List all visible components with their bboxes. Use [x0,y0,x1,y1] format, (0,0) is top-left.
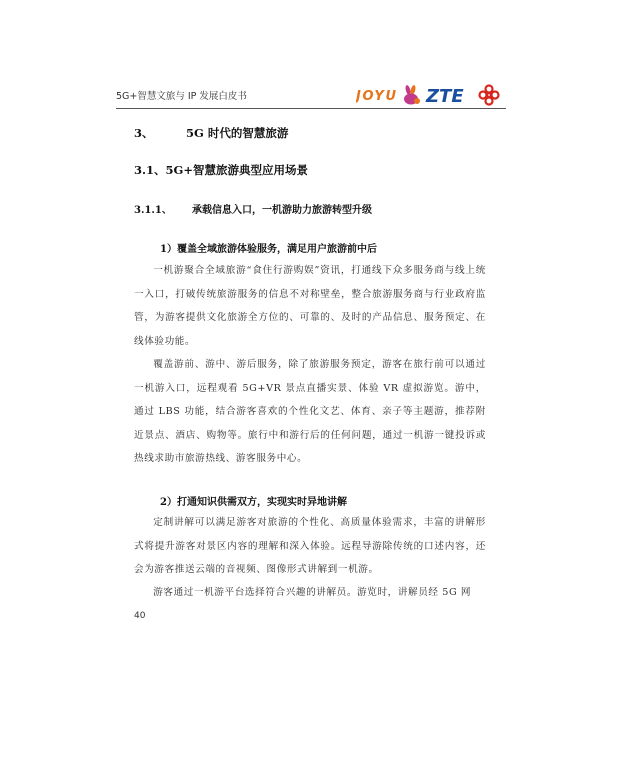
zte-logo-text: ZTE [426,86,464,106]
joyu-logo-text: JOYU [356,89,396,104]
rabbit-logo-icon [404,85,420,105]
section-number: 3、 [134,126,154,140]
joyu-logo-icon [356,89,396,104]
item2-paragraph-1: 定制讲解可以满足游客对旅游的个性化、高质量体验需求，丰富的讲解形式将提升游客对景区内容的理解和深入体验。远程导游除传统的口述内容，还会为游客推送云端的音视频、图像形式讲解到一机游。 [134,517,486,575]
subsubsection-heading [134,201,372,216]
section-heading [134,125,288,141]
item1-paragraph-1: 一机游聚合全域旅游“食住行游购娱”资讯，打通线下众多服务商与线上统一入口，打破传统旅游服务的信息不对称壁垒，整合旅游服务商与行业政府监管，为游客提供文化旅游全方位的、可靠的、及时的产品信息、服务预定、在线体验功能。 [134,265,486,347]
header-title: 5G+智慧文旅与 IP 发展白皮书 [116,91,247,102]
header-divider [116,108,506,109]
item1-heading: 1）覆盖全域旅游体验服务，满足用户旅游前中后 [160,244,377,255]
section-title: 5G 时代的智慧旅游 [186,126,289,140]
header-logos [356,84,506,106]
item1-paragraph-2: 覆盖游前、游中、游后服务，除了旅游服务预定，游客在旅行前可以通过一机游入口，远程观看 5G+VR 景点直播实景、体验 VR 虚拟游览。游中，通过 LBS 功能，结合游客喜欢的个性化文艺、体育、亲子等主题游，推荐附近景点、酒店、购物等。旅行中和游行后的任何问题，通过一机游一键投诉或热线求助市旅游热线、游客服务中心。 [134,359,486,464]
page-header [116,84,506,106]
china-unicom-logo-icon [480,86,499,105]
subsection-heading: 3.1、5G+智慧旅游典型应用场景 [134,163,308,177]
item2-heading: 2）打通知识供需双方，实现实时异地讲解 [160,497,347,508]
subsubsection-title: 承载信息入口，一机游助力旅游转型升级 [192,205,372,216]
zte-logo-icon [425,86,464,106]
item2-paragraph-2: 游客通过一机游平台选择符合兴趣的讲解员。游览时，讲解员经 5G 网 [153,587,472,598]
page-number: 40 [134,611,146,621]
subsubsection-number: 3.1.1、 [134,205,172,216]
